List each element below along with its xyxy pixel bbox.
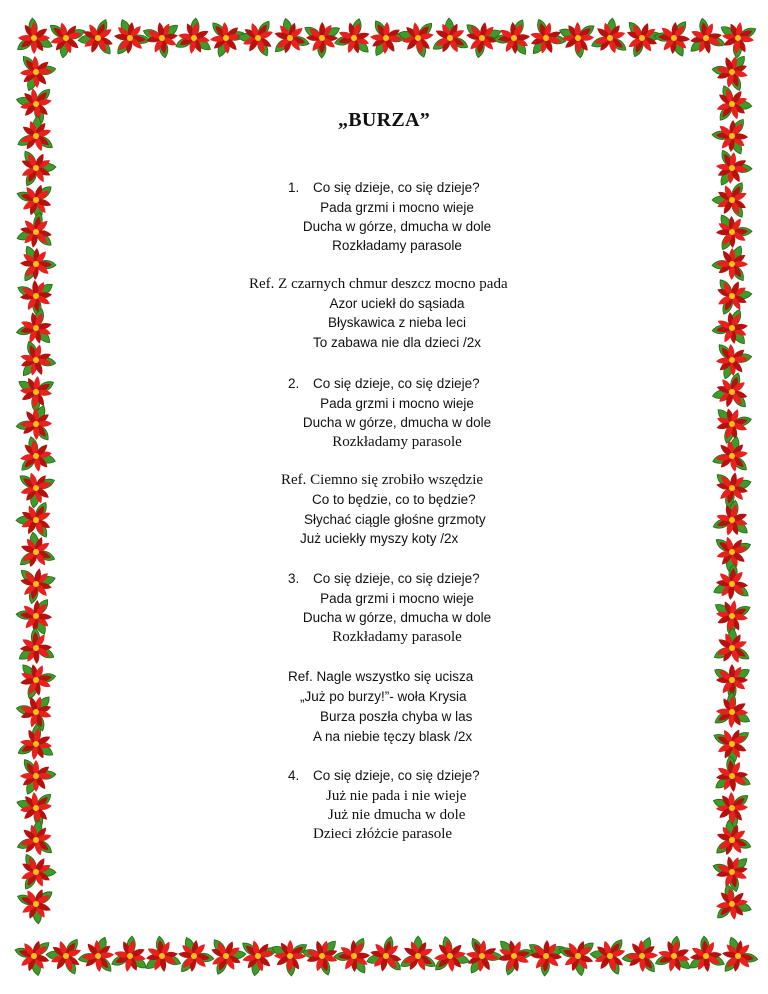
poinsettia-flower-icon <box>682 932 732 983</box>
poinsettia-flower-icon <box>139 932 189 983</box>
poinsettia-flower-icon <box>708 301 759 351</box>
poinsettia-flower-icon <box>428 933 472 975</box>
verse-2-line-4: Rozkładamy parasole <box>332 434 462 450</box>
poinsettia-flower-icon <box>76 935 116 977</box>
chorus-2-line-2: Co to będzie, co to będzie? <box>312 492 476 507</box>
poinsettia-flower-icon <box>714 340 754 382</box>
verse-3-line-4: Rozkładamy parasole <box>332 629 462 645</box>
chorus-3-line-2: „Już po burzy!”- woła Krysia <box>300 689 467 704</box>
poinsettia-flower-icon <box>423 13 473 64</box>
verse-3-number: 3. <box>288 571 300 586</box>
chorus-2-line-3: Słychać ciągle głośne grzmoty <box>304 512 486 527</box>
poinsettia-flower-icon <box>708 48 752 94</box>
poinsettia-flower-icon <box>706 368 759 420</box>
verse-1-line-2: Pada grzmi i mocno wieje <box>320 200 474 215</box>
poinsettia-flower-icon <box>109 933 154 976</box>
verse-4-line-1: Co się dzieje, co się dzieje? <box>313 768 480 783</box>
poinsettia-flower-icon <box>8 556 61 609</box>
chorus-1-line-1: Ref. Z czarnych chmur deszcz mocno pada <box>249 276 508 292</box>
poinsettia-flower-icon <box>14 374 56 414</box>
poinsettia-flower-icon <box>173 15 217 57</box>
chorus-1-line-2: Azor uciekł do sąsiada <box>329 296 465 311</box>
poinsettia-flower-icon <box>11 845 61 894</box>
song-title: „BURZA” <box>337 109 431 131</box>
poinsettia-flower-icon <box>714 147 755 190</box>
poinsettia-flower-icon <box>295 10 347 63</box>
chorus-3-line-3: Burza poszła chyba w las <box>320 709 473 724</box>
verse-4-line-2: Już nie pada i nie wieje <box>326 788 467 804</box>
poinsettia-flower-icon <box>262 12 314 65</box>
verse-2-number: 2. <box>288 376 300 391</box>
verse-2-line-1: Co się dzieje, co się dzieje? <box>313 376 480 391</box>
poinsettia-flower-icon <box>683 14 732 64</box>
verse-2-line-3: Ducha w górze, dmucha w dole <box>302 415 492 430</box>
chorus-3-line-4: A na niebie tęczy blask /2x <box>313 729 473 744</box>
poinsettia-flower-icon <box>20 757 56 796</box>
poinsettia-flower-icon <box>11 816 57 863</box>
chorus-1-line-4: To zabawa nie dla dzieci /2x <box>312 335 482 350</box>
verse-3-line-3: Ducha w górze, dmucha w dole <box>302 610 492 625</box>
verse-4-line-4: Dzieci złóżcie parasole <box>313 826 453 842</box>
poinsettia-flower-icon <box>12 624 63 676</box>
poinsettia-flower-icon <box>15 721 58 762</box>
poinsettia-flower-icon <box>464 935 505 978</box>
poinsettia-flower-icon <box>710 496 757 541</box>
poinsettia-flower-icon <box>234 16 283 64</box>
chorus-2-line-4: Już uciekły myszy koty /2x <box>300 531 459 546</box>
poinsettia-flower-icon <box>73 14 125 65</box>
poinsettia-flower-icon <box>8 527 60 579</box>
poinsettia-flower-icon <box>10 657 60 706</box>
poinsettia-flower-icon <box>270 940 309 977</box>
poinsettia-flower-icon <box>19 52 58 93</box>
verse-3-line-1: Co się dzieje, co się dzieje? <box>313 571 480 586</box>
verse-1-number: 1. <box>288 180 300 195</box>
chorus-1-line-3: Błyskawica z nieba leci <box>327 315 467 330</box>
poinsettia-flower-icon <box>15 18 54 54</box>
poinsettia-flower-icon <box>712 691 752 729</box>
poinsettia-flower-icon <box>621 935 659 975</box>
poinsettia-flower-icon <box>10 141 61 191</box>
poinsettia-flower-icon <box>102 13 155 66</box>
poinsettia-flower-icon <box>12 877 63 929</box>
verse-2-line-2: Pada grzmi i mocno wieje <box>320 396 474 411</box>
poinsettia-flower-icon <box>652 932 698 976</box>
poinsettia-flower-icon <box>649 10 702 63</box>
verse-1-line-3: Ducha w górze, dmucha w dole <box>302 219 492 234</box>
chorus-3-line-1: Ref. Nagle wszystko się ucisza <box>288 669 474 684</box>
poinsettia-flower-icon <box>369 18 408 59</box>
poinsettia-flower-icon <box>391 931 440 981</box>
verse-1-line-4: Rozkładamy parasole <box>332 238 462 253</box>
verse-3-line-2: Pada grzmi i mocno wieje <box>320 591 474 606</box>
poinsettia-flower-icon <box>706 623 754 673</box>
verse-4-line-3: Już nie dmucha w dole <box>328 807 466 823</box>
poinsettia-flower-icon <box>361 932 414 985</box>
chorus-2-line-1: Ref. Ciemno się zrobiło wszędzie <box>281 472 484 488</box>
verse-1-line-1: Co się dzieje, co się dzieje? <box>313 180 480 195</box>
verse-4-number: 4. <box>288 768 300 783</box>
poinsettia-flower-icon <box>711 244 748 283</box>
